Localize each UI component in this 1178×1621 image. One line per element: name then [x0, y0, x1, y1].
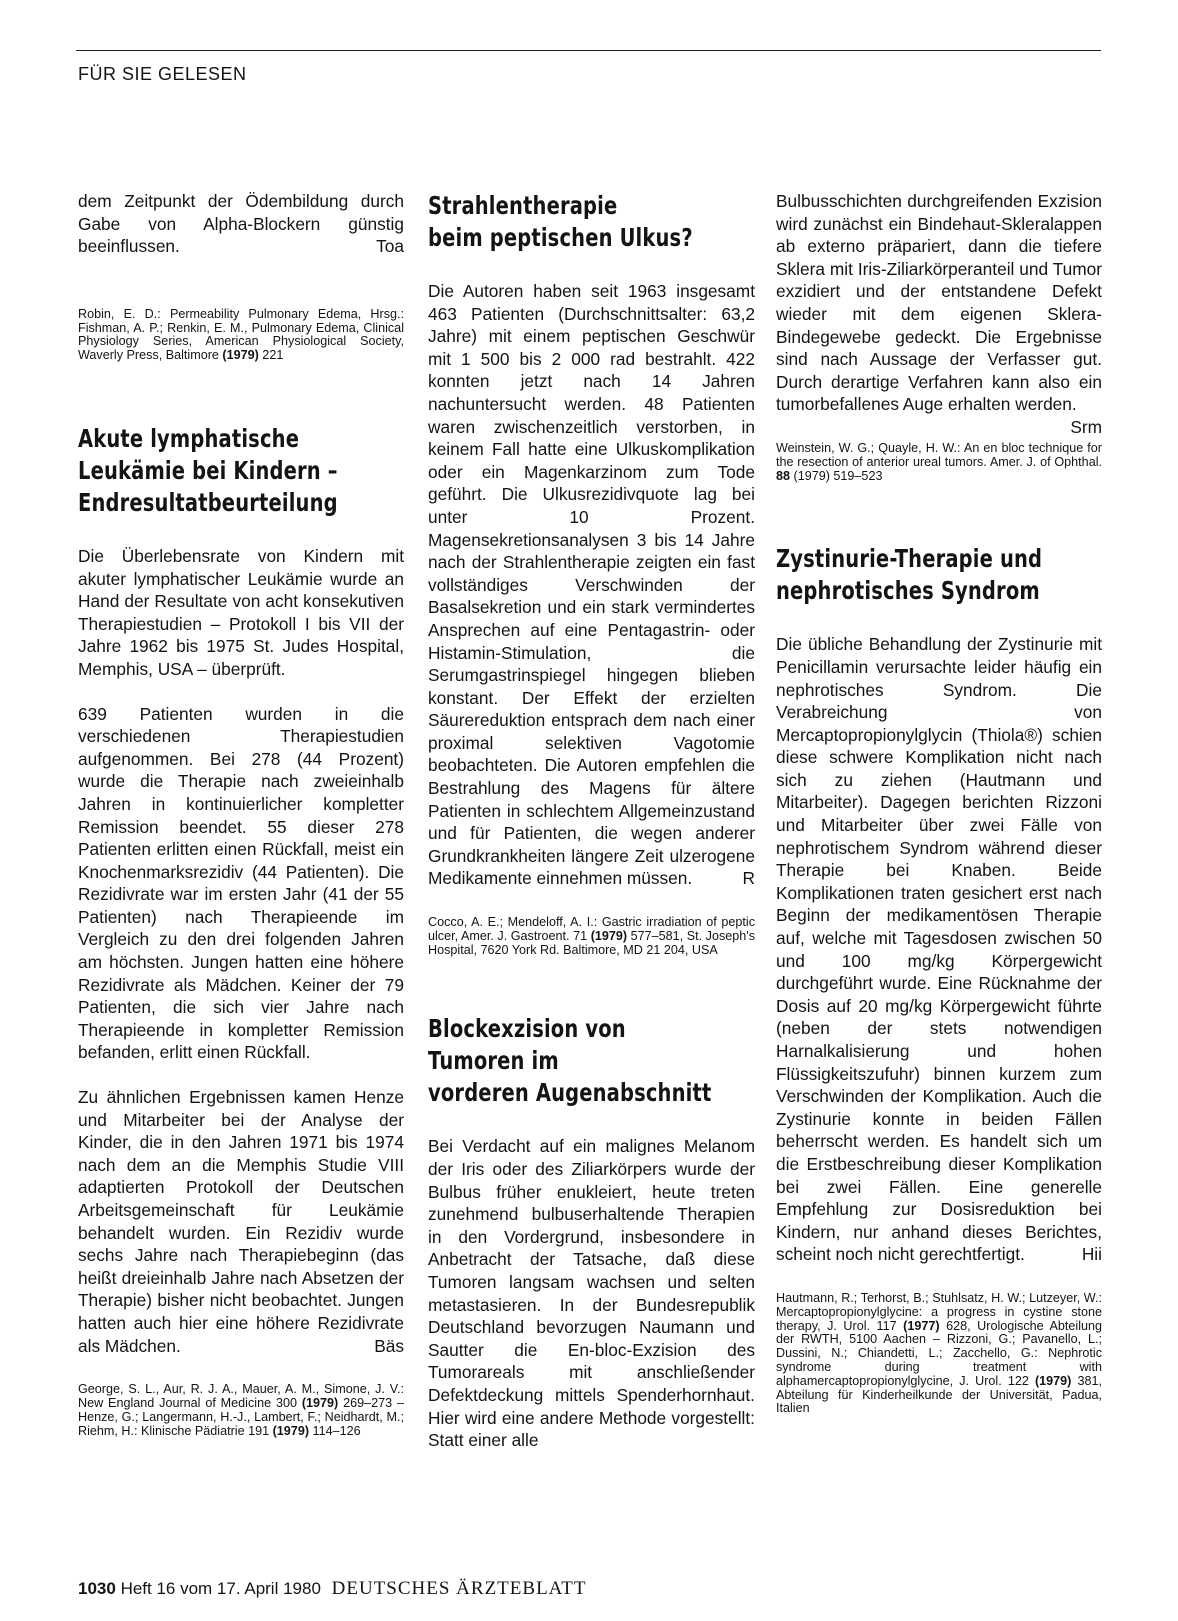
- author-initials: R: [742, 868, 755, 889]
- header-rule: [76, 50, 1101, 51]
- reference-text: 577–581, St. Joseph's Hospital, 7620 York Rd. Baltimore, MD 21 204, USA: [428, 928, 755, 957]
- paragraph: [428, 280, 755, 890]
- reference: [78, 1383, 404, 1438]
- reference-year: (1979): [301, 1395, 339, 1410]
- headline-line: Tumoren im: [428, 1046, 559, 1076]
- journal-name: DEUTSCHES ÄRZTEBLATT: [331, 1578, 587, 1599]
- reference-year: (1979): [222, 348, 259, 363]
- reference-year: (1979): [272, 1423, 310, 1438]
- paragraph-text: Zu ähnlichen Ergebnissen kamen Henze und Mitarbeiter bei der Analyse der Kinder, die in den Jahren 1971 bis 1974 nach dem an die Memphis Studie VIII adaptierten Protokoll der Deutschen Arbeitsgemeinschaft für Leukämie behandelt wurden. Ein Rezidiv wurde sechs Jahre nach Therapiebeginn (das heißt dreieinhalb Jahre nach Absetzen der Therapie) bisher nicht beobachtet. Jungen hatten auch hier eine höhere Rezidivrate als Mädchen.: [78, 1087, 404, 1356]
- reference-text: Cocco, A. E.; Mendeloff, A. I.: Gastric irradiation of peptic ulcer, Amer. J. Gastroent. 71: [428, 915, 755, 943]
- issue-info: Heft 16 vom 17. April 1980: [120, 1579, 321, 1598]
- author-initials: Toa: [376, 236, 404, 257]
- article-headline: [776, 543, 1101, 607]
- paragraph: [78, 1086, 404, 1357]
- column-1: [78, 190, 404, 1438]
- headline-line: Akute lymphatische: [78, 423, 300, 453]
- reference-text: Weinstein, W. G.; Quayle, H. W.: An en bloc technique for the resection of anterior ureal tumors. Amer. J. of Ophthal.: [776, 440, 1102, 469]
- headline-line: beim peptischen Ulkus?: [428, 223, 693, 252]
- reference-text: 381, Abteilung für Kinderheilkunde der Universität, Padua, Italien: [776, 1373, 1102, 1416]
- paragraph-text: Die Autoren haben seit 1963 insgesamt 463 Patienten (Durchschnittsalter: 63,2 Jahre) mit einem peptischen Geschwür mit 1 500 bis 2 000 rad bestrahlt. 422 konnten jetzt nach 14 Jahren nachuntersucht werden. 48 Patienten waren zwischenzeitlich verstorben, in keinem Fall hatte eine Ulkuskomplikation oder ein Magenkarzinom zum Tode geführt. Die Ulkusrezidivquote lag bei unter 10 Prozent. Magensekretionsanalysen 3 bis 14 Jahre nach der Strahlentherapie zeigten ein fast vollständiges Verschwinden der Basalsekretion und ein stark vermindertes Ansprechen auf eine Pentagastrin- oder Histamin-Stimulation, die Serumgastrinspiegel hingegen blieben konstant. Der Effekt der erzielten Säurereduktion entsprach dem nach einer proximal selektiven Vagotomie beobachteten. Die Autoren empfehlen die Bestrahlung des Magens für ältere Patienten in schlechtem Allgemeinzustand und für Patienten, die wegen anderer Grundkrankheiten längere Zeit ulzerogene Medikamente einnehmen müssen.: [428, 281, 755, 889]
- article-headline: [78, 423, 403, 519]
- reference: [428, 916, 755, 957]
- reference-year: (1979): [1034, 1373, 1072, 1388]
- headline-line: Strahlentherapie: [428, 191, 618, 220]
- article-headline: [428, 190, 754, 254]
- paragraph: Die Überlebensrate von Kindern mit akuter lymphatischer Leukämie wurde an Hand der Resultate von acht konsekutiven Therapiestudien – Protokoll I bis VII der Jahre 1962 bis 1975 St. Judes Hospital, Memphis, USA – überprüft.: [78, 545, 404, 679]
- reference-year: (1979): [590, 928, 628, 943]
- reference-text: 628, Urologische Abteilung der RWTH, 5100 Aachen – Rizzoni, G.; Pavanello, L.; Dussini, N.; Chiandetti, L.; Zacchello, G.: Nephrotic syndrome during treatment with alphamercaptopropionylglycine, J. Urol. 122: [776, 1318, 1103, 1388]
- reference-year: (1977): [903, 1318, 940, 1333]
- column-2: [428, 190, 755, 1452]
- headline-line: Endresultatbeurteilung: [78, 487, 338, 517]
- author-initials: Bäs: [374, 1335, 404, 1356]
- page-footer: [78, 1578, 587, 1600]
- reference: [776, 1292, 1102, 1416]
- reference-text: George, S. L., Aur, R. J. A., Mauer, A. M., Simone, J. V.: New England Journal of Medicine 300: [78, 1382, 404, 1410]
- author-initials: Hii: [1081, 1244, 1102, 1265]
- author-initials: Srm: [1070, 416, 1102, 437]
- continuation-text: dem Zeitpunkt der Ödembildung durch Gabe von Alpha-Blockern günstig beeinflussen.: [78, 191, 404, 257]
- column-3: [776, 190, 1102, 1416]
- paragraph: 639 Patienten wurden in die verschiedenen Therapiestudien aufgenommen. Bei 278 (44 Prozent) wurde die Therapie nach zweieinhalb Jahren in kontinuierlicher kompletter Remission beendet. 55 dieser 278 Patienten erlitten einen Rückfall, meist ein Knochenmarksrezidiv (44 Patienten). Die Rezidivrate war im ersten Jahr (41 der 55 Patienten) nach Therapieende im Vergleich zu den drei folgenden Jahren am höchsten. Jungen hatten eine höhere Rezidivrate als Mädchen. Keiner der 79 Patienten, die sich vier Jahre nach Therapieende in kompletter Remission befanden, erlitt einen Rückfall.: [78, 703, 404, 1063]
- headline-line: vorderen Augenabschnitt: [428, 1078, 712, 1108]
- article-continuation: [78, 190, 404, 258]
- paragraph: [776, 633, 1102, 1266]
- paragraph-text: Bulbusschichten durchgreifenden Exzision wird zunächst ein Bindehaut-Skleralappen ab externo präpariert, dann die tiefere Sklera mit Iris-Ziliarkörperanteil und Tumor exzidiert und der entstandene Defekt wieder mit dem eigenen Sklera-Bindegewebe gedeckt. Die Ergebnisse sind nach Aussage der Verfasser gut. Durch derartige Verfahren kann also ein tumorbefallenes Auge erhalten werden.: [776, 191, 1102, 415]
- reference-text: 221: [258, 348, 284, 363]
- reference-text: Hautmann, R.; Terhorst, B.; Stuhlsatz, H. W.; Lutzeyer, W.: Mercaptopropionylglycine: a progress in cystine stone therapy, J. Urol. 117: [776, 1290, 1102, 1333]
- headline-line: Leukämie bei Kindern –: [78, 455, 338, 485]
- reference: [776, 442, 1102, 483]
- headline-line: nephrotisches Syndrom: [776, 576, 1040, 606]
- section-label: FÜR SIE GELESEN: [78, 64, 247, 84]
- reference-text: (1979) 519–523: [790, 468, 883, 483]
- reference-text: Robin, E. D.: Permeability Pulmonary Edema, Hrsg.: Fishman, A. P.; Renkin, E. M., Pulmonary Edema, Clinical Physiology Series, American Physiological Society, Waverly Press, Baltimore: [78, 306, 404, 363]
- article-headline: [428, 1013, 754, 1109]
- reference-text: 269–273 – Henze, G.; Langermann, H.-J., Lambert, F.; Neidhardt, M.; Riehm, H.: Klinische Pädiatrie 191: [78, 1395, 404, 1438]
- paragraph: Bei Verdacht auf ein malignes Melanom der Iris oder des Ziliarkörpers wurde der Bulbus früher enukleiert, heute treten zunehmend bulbuserhaltende Therapien in den Vordergrund, insbesondere in Anbetracht der Tatsache, daß diese Tumoren langsam wachsen und selten metastasieren. In der Bundesrepublik Deutschland bevorzugen Naumann und Sautter die En-bloc-Exzision des Tumorareals mit anschließender Defektdeckung mittels Spenderhornhaut. Hier wird eine andere Methode vorgestellt: Statt einer alle: [428, 1136, 755, 1451]
- page-number: 1030: [78, 1579, 116, 1598]
- reference-text: 114–126: [309, 1423, 361, 1438]
- paragraph: [776, 190, 1102, 437]
- paragraph-text: Die übliche Behandlung der Zystinurie mit Penicillamin verursachte leider häufig ein nephrotisches Syndrom. Die Verabreichung von Mercaptopropionylglycin (Thiola®) schien diese schwere Komplikation nicht nach sich zu ziehen (Hautmann und Mitarbeiter). Dagegen berichten Rizzoni und Mitarbeiter über zwei Fälle von nephrotischem Syndrom während dieser Therapie bei Knaben. Beide Komplikationen traten gesichert erst nach Beginn der medikamentösen Therapie auf, welche mit Tagesdosen zwischen 50 und 100 mg/kg Körpergewicht durchgeführt wurde. Eine Rücknahme der Dosis auf 20 mg/kg Körpergewicht führte (neben der stets notwendigen Harnalkalisierung und hohen Flüssigkeitszufuhr) binnen kurzem zum Verschwinden der Komplikation. Auch die Zystinurie konnte in beiden Fällen beherrscht werden. Es handelt sich um die Erstbeschreibung dieser Komplikation bei zwei Fällen. Eine generelle Empfehlung zur Dosisreduktion bei Kindern, nur anhand dieses Berichtes, scheint noch nicht gerechtfertigt.: [776, 634, 1102, 1265]
- reference-volume: 88: [776, 468, 791, 483]
- reference: [78, 308, 404, 363]
- headline-line: Zystinurie-Therapie und: [776, 544, 1043, 574]
- headline-line: Blockexzision von: [428, 1014, 626, 1044]
